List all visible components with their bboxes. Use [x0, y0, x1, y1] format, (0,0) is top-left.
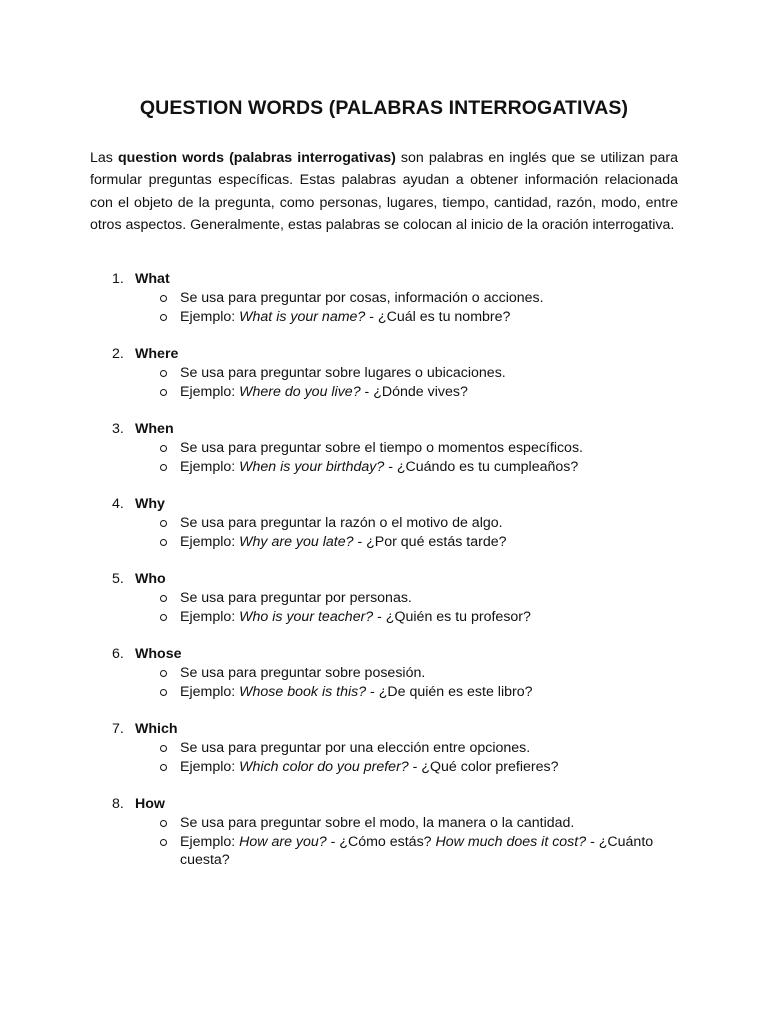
intro-prefix: Las [90, 150, 118, 166]
item-number: 1. [112, 271, 124, 288]
example-spanish: - ¿Cuánto cuesta? [180, 833, 654, 869]
hollow-bullet-icon [160, 464, 167, 471]
hollow-bullet-icon [160, 370, 167, 377]
item-example [135, 758, 678, 777]
item-description [135, 589, 678, 608]
example-english: Why are you late? [239, 533, 354, 550]
item-number: 5. [112, 571, 124, 588]
hollow-bullet-icon [160, 689, 167, 696]
description-text: Se usa para preguntar la razón o el motivo de algo. [180, 514, 503, 531]
example-spanish: - ¿Qué color prefieres? [408, 758, 559, 775]
hollow-bullet-icon [160, 745, 167, 752]
example-english: Who is your teacher? [239, 608, 374, 625]
item-sublist [135, 289, 678, 327]
item-sublist [135, 739, 678, 777]
item-term: Why [135, 496, 165, 513]
item-term: Which [135, 721, 178, 738]
hollow-bullet-icon [160, 614, 167, 621]
description-text: Se usa para preguntar sobre el modo, la manera o la cantidad. [180, 814, 575, 831]
description-text: Se usa para preguntar sobre el tiempo o momentos específicos. [180, 439, 583, 456]
description-text: Se usa para preguntar sobre lugares o ubicaciones. [180, 364, 506, 381]
item-description [135, 514, 678, 533]
list-item [90, 270, 678, 326]
question-words-list [90, 270, 678, 870]
hollow-bullet-icon [160, 389, 167, 396]
list-item [90, 570, 678, 626]
hollow-bullet-icon [160, 295, 167, 302]
item-term: How [135, 796, 165, 813]
item-number: 4. [112, 496, 124, 513]
hollow-bullet-icon [160, 539, 167, 546]
example-english: What is your name? [239, 308, 366, 325]
example-spanish: - ¿De quién es este libro? [366, 683, 533, 700]
description-text: Se usa para preguntar por personas. [180, 589, 412, 606]
example-label: Ejemplo: [180, 758, 240, 775]
hollow-bullet-icon [160, 314, 167, 321]
list-item [90, 795, 678, 870]
example-english: How much does it cost? [435, 833, 587, 850]
item-sublist [135, 814, 678, 870]
item-example [135, 308, 678, 327]
example-label: Ejemplo: [180, 833, 240, 850]
item-example [135, 533, 678, 552]
hollow-bullet-icon [160, 839, 167, 846]
item-term: What [135, 271, 170, 288]
example-label: Ejemplo: [180, 533, 240, 550]
list-item [90, 420, 678, 476]
item-example [135, 833, 678, 871]
item-example [135, 608, 678, 627]
list-item [90, 495, 678, 551]
intro-paragraph [90, 147, 678, 236]
item-example [135, 383, 678, 402]
item-term: Who [135, 571, 166, 588]
item-description [135, 289, 678, 308]
item-description [135, 739, 678, 758]
list-item [90, 645, 678, 701]
item-term: When [135, 421, 174, 438]
example-label: Ejemplo: [180, 608, 240, 625]
intro-bold-term: question words (palabras interrogativas) [117, 150, 396, 166]
description-text: Se usa para preguntar por una elección entre opciones. [180, 739, 531, 756]
example-spanish: - ¿Cuál es tu nombre? [365, 308, 511, 325]
item-number: 8. [112, 796, 124, 813]
list-item [90, 345, 678, 401]
hollow-bullet-icon [160, 445, 167, 452]
intro-suffix: son palabras en inglés que se utilizan para formular preguntas específicas. Estas palabras ayudan a obtener información relacionada con el objeto de la pregunta, como personas, lugares, tiempo, cantidad, razón, modo, entre otros aspectos. Generalmente, estas palabras se colocan al inicio de la oración interrogativa. [90, 150, 678, 233]
hollow-bullet-icon [160, 820, 167, 827]
example-english: Where do you live? [239, 383, 361, 400]
example-spanish: - ¿Por qué estás tarde? [353, 533, 507, 550]
item-example [135, 458, 678, 477]
example-label: Ejemplo: [180, 308, 240, 325]
item-sublist [135, 439, 678, 477]
hollow-bullet-icon [160, 764, 167, 771]
document-title: QUESTION WORDS (PALABRAS INTERROGATIVAS) [139, 97, 629, 119]
item-example [135, 683, 678, 702]
example-english: Which color do you prefer? [239, 758, 409, 775]
item-sublist [135, 589, 678, 627]
example-label: Ejemplo: [180, 683, 240, 700]
item-number: 2. [112, 346, 124, 363]
example-english: Whose book is this? [239, 683, 367, 700]
example-label: Ejemplo: [180, 458, 240, 475]
hollow-bullet-icon [160, 595, 167, 602]
item-number: 7. [112, 721, 124, 738]
item-description [135, 814, 678, 833]
item-sublist [135, 664, 678, 702]
item-number: 6. [112, 646, 124, 663]
example-english: When is your birthday? [239, 458, 385, 475]
item-sublist [135, 364, 678, 402]
example-spanish: - ¿Quién es tu profesor? [373, 608, 531, 625]
item-term: Where [135, 346, 179, 363]
example-spanish: - ¿Dónde vives? [360, 383, 468, 400]
example-english: How are you? [239, 833, 327, 850]
description-text: Se usa para preguntar sobre posesión. [180, 664, 426, 681]
hollow-bullet-icon [160, 670, 167, 677]
list-item [90, 720, 678, 776]
example-label: Ejemplo: [180, 383, 240, 400]
hollow-bullet-icon [160, 520, 167, 527]
description-text: Se usa para preguntar por cosas, información o acciones. [180, 289, 544, 306]
item-description [135, 439, 678, 458]
example-spanish: - ¿Cómo estás? [326, 833, 436, 850]
item-term: Whose [135, 646, 182, 663]
item-number: 3. [112, 421, 124, 438]
example-spanish: - ¿Cuándo es tu cumpleaños? [384, 458, 579, 475]
item-description [135, 664, 678, 683]
item-description [135, 364, 678, 383]
item-sublist [135, 514, 678, 552]
